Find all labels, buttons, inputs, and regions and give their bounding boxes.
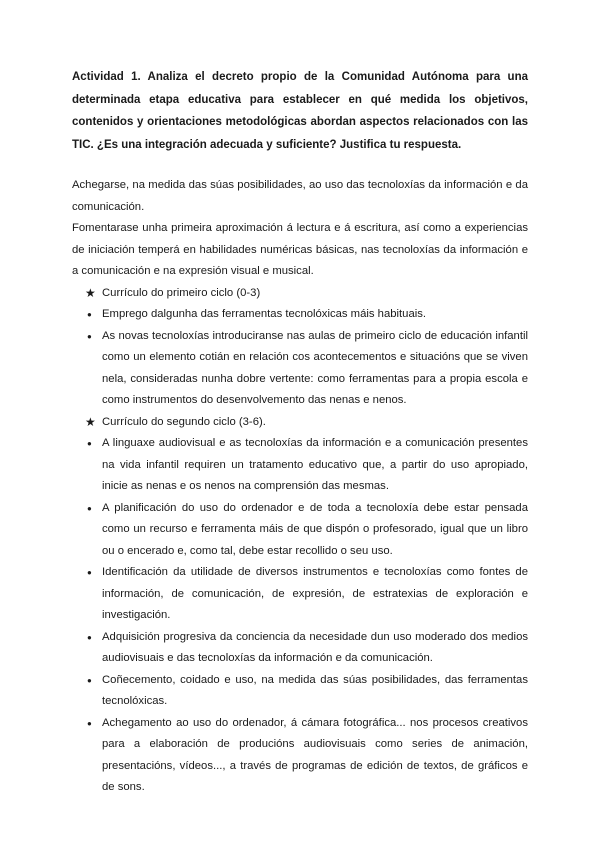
intro-section: [72, 175, 528, 283]
intro-paragraph: Achegarse, na medida das súas posibilidades, ao uso das tecnoloxías da información e da comunicación.: [72, 179, 528, 213]
first-cycle-title: ★ Currículo do primeiro ciclo (0-3): [72, 283, 528, 305]
second-cycle-title: ★ Currículo do segundo ciclo (3-6).: [72, 412, 528, 434]
list-item: ● A linguaxe audiovisual e as tecnoloxías da información e a comunicación presentes na vida infantil requiren un tratamento educativo que, a partir do uso apropiado, inicie as nenas e os nenos na comprensión das mesmas.: [72, 433, 528, 498]
second-cycle-header: [72, 412, 528, 434]
list-item: ● Adquisición progresiva da conciencia da necesidade dun uso moderado dos medios audiovisuais e das tecnoloxías da información e da comunicación.: [72, 627, 528, 670]
list-item: ● A planificación do uso do ordenador e de toda a tecnoloxía debe estar pensada como un recurso e ferramenta máis de que dispón o profesorado, igual que un libro ou o encerado e, como tal, debe estar recollido o seu uso.: [72, 498, 528, 563]
first-cycle-list: [72, 283, 528, 412]
page-content: [72, 66, 528, 799]
activity-heading: Actividad 1. Analiza el decreto propio de la Comunidad Autónoma para una determinada etapa educativa para establecer en qué medida los objetivos, contenidos y orientaciones metodológicas abordan aspectos relacionados con las TIC. ¿Es una integración adecuada y suficiente? Justifica tu respuesta.: [72, 71, 528, 151]
list-item: ● Coñecemento, coidado e uso, na medida das súas posibilidades, das ferramentas tecnolóxicas.: [72, 670, 528, 713]
intro-paragraph: Fomentarase unha primeira aproximación á lectura e á escritura, así como a experiencias de iniciación temperá en habilidades numéricas básicas, nas tecnoloxías da información e a comunicación e na expresión visual e musical.: [72, 222, 528, 277]
list-item: ● Achegamento ao uso do ordenador, á cámara fotográfica... nos procesos creativos para a elaboración de producións audiovisuais como series de animación, presentacións, vídeos..., a través de programas de edición de textos, de gráficos e de sons.: [72, 713, 528, 799]
list-item: ● Identificación da utilidade de diversos instrumentos e tecnoloxías como fontes de información, de comunicación, de expresión, de estratexias de exploración e investigación.: [72, 562, 528, 627]
second-cycle-list: [72, 433, 528, 799]
list-item: ● As novas tecnoloxías introduciranse nas aulas de primeiro ciclo de educación infantil como un elemento cotián en relación cos acontecementos e situacións que se viven nela, consideradas nunha dobre vertente: como ferramentas para a propia escola e como instrumentos do desenvolvemento das nenas e nenos.: [72, 326, 528, 412]
list-item: ● Emprego dalgunha das ferramentas tecnolóxicas máis habituais.: [72, 304, 528, 326]
